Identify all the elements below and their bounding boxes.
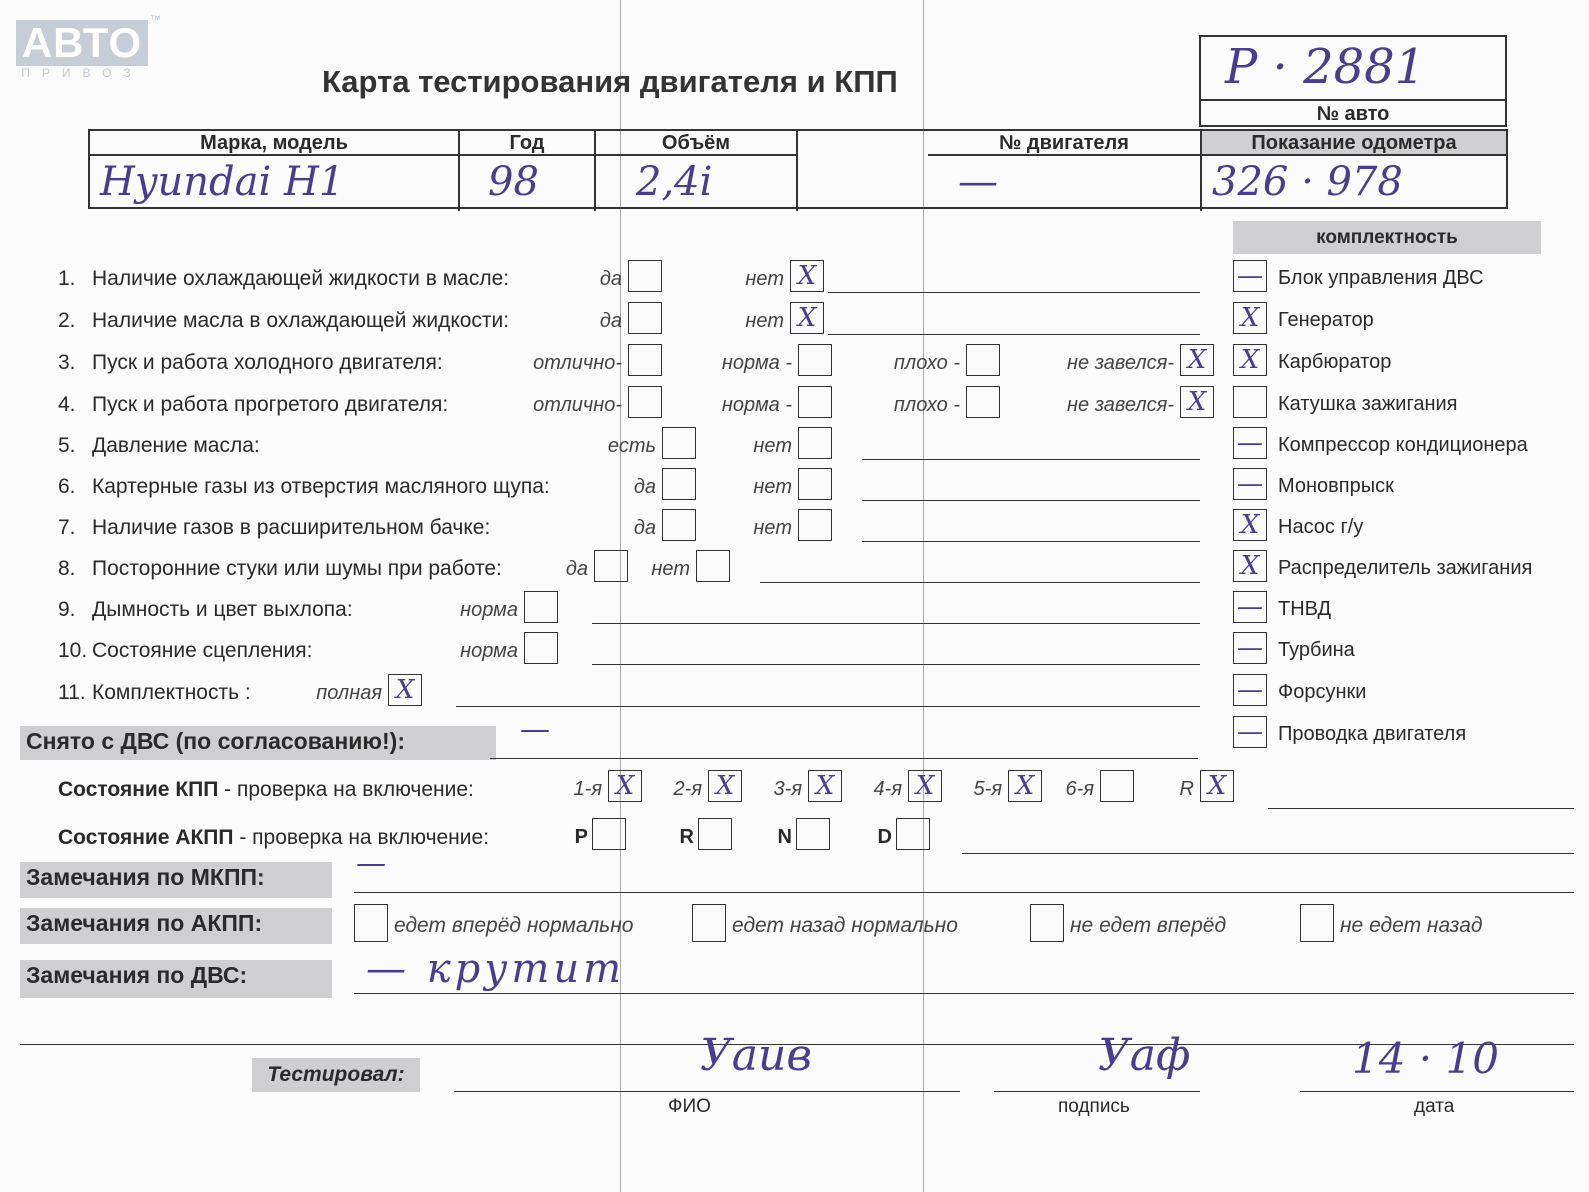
kpp-label-rest: - проверка на включение: — [218, 778, 474, 801]
checkbox[interactable]: X — [1180, 386, 1214, 418]
gear-label: 6-я — [1065, 778, 1094, 800]
checkbox[interactable] — [662, 468, 696, 500]
component-checkbox[interactable]: X — [1233, 550, 1267, 582]
kpp-line — [1268, 808, 1574, 809]
date-line — [1300, 1091, 1574, 1092]
car-number-value: Р · 2881 — [1225, 39, 1426, 95]
akpp-gear-checkbox[interactable] — [698, 818, 732, 850]
component-checkbox[interactable]: — — [1233, 591, 1267, 623]
signature: Уаф — [1098, 1030, 1191, 1081]
option-label: плохо - — [893, 352, 960, 374]
mkpp-remarks-label: Замечания по МКПП: — [20, 862, 332, 898]
car-number-box — [1199, 35, 1507, 127]
fio-label: ФИО — [668, 1096, 711, 1117]
answer-line — [862, 500, 1200, 501]
row-number: 11. — [58, 681, 86, 704]
component-label: Карбюратор — [1278, 351, 1392, 373]
gear-checkbox[interactable]: X — [1008, 770, 1042, 802]
option-label: нет — [753, 435, 792, 457]
answer-line — [592, 664, 1200, 665]
checkbox[interactable]: X — [790, 302, 824, 334]
checkbox[interactable] — [662, 427, 696, 459]
answer-line — [592, 623, 1200, 624]
fio-value: Уаив — [700, 1030, 812, 1081]
year-cell — [460, 131, 596, 211]
odometer-value: 326 · 978 — [1212, 159, 1403, 205]
gear-checkbox[interactable]: X — [1200, 770, 1234, 802]
dvs-remarks-value: — крутит — [366, 946, 626, 992]
checkbox[interactable] — [966, 386, 1000, 418]
gear-checkbox[interactable]: X — [608, 770, 642, 802]
component-checkbox[interactable]: X — [1233, 509, 1267, 541]
row-number: 4. — [58, 393, 76, 416]
row-label: Пуск и работа прогретого двигателя: — [92, 393, 449, 416]
row-label: Состояние сцепления: — [92, 639, 313, 662]
akpp-gear-label: R — [679, 826, 694, 848]
option-label: норма — [460, 640, 518, 662]
checkbox[interactable] — [798, 344, 832, 376]
date-value: 14 · 10 — [1352, 1034, 1499, 1083]
option-label: не завелся- — [1067, 352, 1174, 374]
option-label: норма - — [721, 352, 792, 374]
mkpp-line — [354, 892, 1574, 893]
removed-line — [490, 758, 1198, 759]
akpp-remark-checkbox[interactable] — [1030, 904, 1064, 942]
sign-line — [994, 1091, 1200, 1092]
akpp-gear-checkbox[interactable] — [896, 818, 930, 850]
row-number: 6. — [58, 475, 76, 498]
akpp-remark-checkbox[interactable] — [1300, 904, 1334, 942]
row-number: 2. — [58, 309, 76, 332]
removed-label: Снято с ДВС (по согласованию!): — [20, 726, 496, 760]
option-label: да — [599, 268, 622, 290]
option-label: да — [599, 310, 622, 332]
component-checkbox[interactable] — [1233, 386, 1267, 418]
year-label: Год — [460, 131, 594, 156]
answer-line — [456, 706, 1200, 707]
component-label: Катушка зажигания — [1278, 393, 1458, 415]
option-label: норма - — [721, 394, 792, 416]
dvs-remarks-label: Замечания по ДВС: — [20, 960, 332, 998]
gear-label: R — [1179, 778, 1194, 800]
volume-value: 2,4i — [636, 159, 713, 205]
kpp-label — [58, 778, 474, 802]
gear-checkbox[interactable] — [1100, 770, 1134, 802]
option-label: да — [565, 558, 588, 580]
component-checkbox[interactable]: — — [1233, 674, 1267, 706]
option-label: отлично- — [533, 352, 622, 374]
component-label: Моновпрыск — [1278, 475, 1394, 497]
tested-label: Тестировал: — [252, 1058, 420, 1092]
logo-text: АВТО — [21, 19, 143, 66]
answer-line — [862, 459, 1200, 460]
answer-line — [828, 334, 1200, 335]
component-checkbox[interactable]: — — [1233, 716, 1267, 748]
checkbox[interactable]: X — [1180, 344, 1214, 376]
checkbox[interactable] — [524, 591, 558, 623]
brand-label: Марка, модель — [90, 131, 458, 156]
checkbox[interactable] — [628, 344, 662, 376]
row-label: Дымность и цвет выхлопа: — [92, 598, 353, 621]
row-number: 9. — [58, 598, 76, 621]
components-title: комплектность — [1233, 221, 1541, 254]
date-label: дата — [1414, 1096, 1455, 1117]
logo-subtitle: ПРИВОЗ — [21, 66, 143, 80]
option-label: плохо - — [893, 394, 960, 416]
row-number: 3. — [58, 351, 76, 374]
akpp-label-bold: Состояние АКПП — [58, 826, 234, 849]
akpp-remark-checkbox[interactable] — [692, 904, 726, 942]
row-label: Наличие газов в расширительном бачке: — [92, 516, 491, 539]
option-label: нет — [651, 558, 690, 580]
option-label: нет — [745, 268, 784, 290]
component-label: Распределитель зажигания — [1278, 557, 1533, 579]
engine-cell — [798, 131, 1202, 211]
akpp-gear-label: P — [574, 826, 588, 848]
engine-value: — — [958, 159, 998, 205]
akpp-gear-checkbox[interactable] — [796, 818, 830, 850]
component-checkbox[interactable]: X — [1233, 344, 1267, 376]
car-number-label: № авто — [1201, 99, 1505, 127]
kpp-label-bold: Состояние КПП — [58, 778, 219, 801]
akpp-label-rest: - проверка на включение: — [233, 826, 490, 849]
option-label: нет — [745, 310, 784, 332]
checkbox[interactable] — [798, 509, 832, 541]
mkpp-remarks-value: — — [356, 846, 386, 881]
akpp-remark-option: не едет вперёд — [1070, 914, 1227, 937]
dvs-line — [354, 993, 1574, 994]
gear-label: 4-я — [873, 778, 902, 800]
answer-line — [828, 292, 1200, 293]
engine-label: № двигателя — [928, 131, 1200, 156]
checkbox[interactable] — [798, 427, 832, 459]
checkbox[interactable] — [798, 386, 832, 418]
component-label: Форсунки — [1278, 681, 1367, 703]
gear-checkbox[interactable]: X — [808, 770, 842, 802]
odometer-cell — [1202, 131, 1506, 211]
row-number: 7. — [58, 516, 76, 539]
brand-cell — [90, 131, 460, 211]
option-label: не завелся- — [1067, 394, 1174, 416]
checkbox[interactable] — [628, 302, 662, 334]
gear-checkbox[interactable]: X — [908, 770, 942, 802]
sign-label: подпись — [1058, 1096, 1130, 1117]
row-number: 5. — [58, 434, 76, 457]
header-table — [88, 129, 1508, 209]
option-label: отлично- — [533, 394, 622, 416]
row-number: 10. — [58, 639, 88, 662]
akpp-gear-label: N — [777, 826, 792, 848]
row-label: Наличие охлаждающей жидкости в масле: — [92, 267, 510, 290]
akpp-remark-option: едет вперёд нормально — [394, 914, 634, 937]
component-label: Блок управления ДВС — [1278, 267, 1484, 289]
component-label: ТНВД — [1278, 598, 1332, 620]
option-label: норма — [460, 599, 518, 621]
answer-line — [760, 582, 1200, 583]
option-label: есть — [607, 435, 656, 457]
akpp-remark-option: едет назад нормально — [732, 914, 958, 937]
akpp-remarks-label: Замечания по АКПП: — [20, 908, 332, 944]
option-label: да — [633, 517, 656, 539]
brand-value: Hyundai H1 — [100, 159, 345, 205]
answer-line — [862, 541, 1200, 542]
akpp-remark-option: не едет назад — [1340, 914, 1483, 937]
removed-value: — — [520, 712, 550, 747]
component-checkbox[interactable]: — — [1233, 260, 1267, 292]
option-label: да — [633, 476, 656, 498]
fio-line — [454, 1091, 960, 1092]
checkbox[interactable] — [696, 550, 730, 582]
row-number: 1. — [58, 267, 76, 290]
page-title: Карта тестирования двигателя и КПП — [322, 64, 898, 99]
gear-label: 1-я — [573, 778, 602, 800]
trademark: ™ — [150, 14, 161, 26]
component-label: Насос г/у — [1278, 516, 1364, 538]
option-label: нет — [753, 476, 792, 498]
option-label: нет — [753, 517, 792, 539]
component-checkbox[interactable]: X — [1233, 302, 1267, 334]
gear-label: 3-я — [773, 778, 802, 800]
gear-label: 2-я — [673, 778, 702, 800]
akpp-gear-checkbox[interactable] — [592, 818, 626, 850]
checkbox[interactable]: X — [388, 674, 422, 706]
gear-checkbox[interactable]: X — [708, 770, 742, 802]
volume-cell — [596, 131, 798, 211]
row-number: 8. — [58, 557, 76, 580]
checkbox[interactable] — [966, 344, 1000, 376]
checkbox[interactable] — [662, 509, 696, 541]
checkbox[interactable] — [524, 632, 558, 664]
row-label: Комплектность : — [92, 681, 251, 704]
akpp-label — [58, 826, 489, 850]
component-label: Компрессор кондиционера — [1278, 434, 1528, 456]
akpp-gear-label: D — [877, 826, 892, 848]
logo — [16, 20, 148, 66]
component-label: Генератор — [1278, 309, 1374, 331]
row-label: Наличие масла в охлаждающей жидкости: — [92, 309, 510, 332]
row-label: Картерные газы из отверстия масляного щупа: — [92, 475, 550, 498]
volume-label: Объём — [596, 131, 796, 156]
component-checkbox[interactable]: — — [1233, 427, 1267, 459]
checkbox[interactable] — [628, 386, 662, 418]
checkbox[interactable] — [594, 550, 628, 582]
checkbox[interactable] — [798, 468, 832, 500]
gear-label: 5-я — [973, 778, 1002, 800]
component-label: Турбина — [1278, 639, 1355, 661]
checkbox[interactable] — [628, 260, 662, 292]
akpp-line — [962, 853, 1574, 854]
component-checkbox[interactable]: — — [1233, 468, 1267, 500]
row-label: Посторонние стуки или шумы при работе: — [92, 557, 502, 580]
odometer-label: Показание одометра — [1202, 131, 1506, 156]
component-checkbox[interactable]: — — [1233, 632, 1267, 664]
row-label: Пуск и работа холодного двигателя: — [92, 351, 443, 374]
checkbox[interactable]: X — [790, 260, 824, 292]
akpp-remark-checkbox[interactable] — [354, 904, 388, 942]
option-label: полная — [316, 682, 382, 704]
row-label: Давление масла: — [92, 434, 260, 457]
year-value: 98 — [488, 159, 539, 205]
component-label: Проводка двигателя — [1278, 723, 1467, 745]
